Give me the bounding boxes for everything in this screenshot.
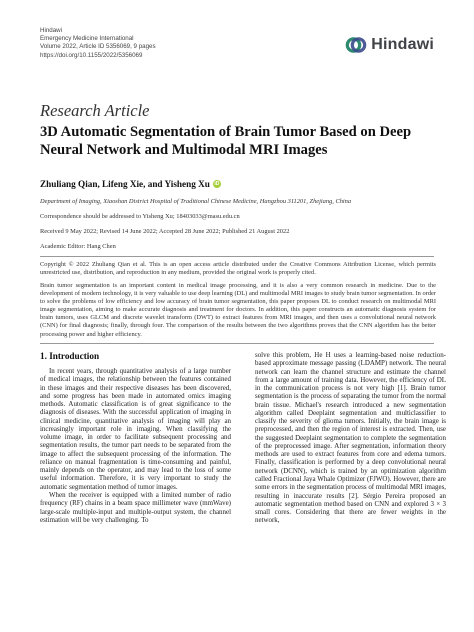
correspondence: Correspondence should be addressed to Yisheng Xu; 18403033@masu.edu.cn (40, 213, 240, 220)
article-type: Research Article (40, 101, 150, 120)
hindawi-logo-icon (345, 34, 367, 56)
divider-bottom (40, 343, 434, 344)
academic-editor: Academic Editor: Hang Chen (40, 243, 116, 250)
body-column-left (40, 367, 231, 524)
paragraph: When the receiver is equipped with a limited number of radio frequency (RF) chains in a beam space millimeter wave (mmWave) large-scale multiple-input and multiple-output system, the channel estimation will be very challenging. To (40, 490, 231, 524)
divider-top (40, 256, 434, 257)
journal-header (40, 27, 156, 60)
author-list (40, 179, 221, 189)
abstract: Brain tumor segmentation is an important content in medical image processing, and it is also a very common research in medicine. Due to the development of modern technology, it is very valuable to use deep learning (DL) and multimodal MRI images to study brain tumor segmentation. In order to solve the problems of low efficiency and low accuracy of brain tumor segmentation, this paper proposes DL to conduct research on multimodal MRI image segmentation, aiming to make accurate diagnosis and treatment for doctors. In addition, this paper constructs an automatic diagnosis system for brain tumors, uses GLCM and discrete wavelet transform (DWT) to extract features from MRI images, and then uses a convolutional neural network (CNN) for final diagnosis; finally, through four. The comparison of the results between the two algorithms proves that the CNN algorithm has the better processing power and higher efficiency. (40, 282, 436, 338)
paragraph: In recent years, through quantitative analysis of a large number of medical images, the relationship between the features contained in these images and their respective diseases has been discovered, and some progress has been made in automated omics imaging methods. Automatic classification is of great significance to the diagnosis of diseases. With the successful application of imaging in clinical medicine, quantitative analysis of imaging will play an increasingly important role in imaging. When classifying the volume image, in order to facilitate subsequent processing and segmentation results, the tumor part needs to be separated from the image to affect the subsequent processing of the information. The reliance on manual fragmentation is time-consuming and painful, mainly depends on the operator, and may lead to the loss of some useful information. Therefore, it is very important to study the automatic segmentation method of tumor images. (40, 367, 231, 491)
hindawi-logo (345, 34, 434, 56)
section-heading: 1. Introduction (40, 351, 100, 361)
logo-text: Hindawi (371, 36, 434, 53)
journal-name: Emergency Medicine International (40, 35, 134, 43)
orcid-icon[interactable]: iD (214, 181, 220, 187)
authors-text: Zhuliang Qian, Lifeng Xie, and Yisheng Xu (40, 179, 210, 189)
paragraph: solve this problem, He H uses a learning-based noise reduction-based approximate message passing (LDAMP) network. The neural network can learn the channel structure and estimate the channel from a large amount of training data. However, the efficiency of DL in the communication process is not very high [1]. Brain tumor segmentation is the process of separating the tumor from the normal brain tissue. Michael's research introduced a new segmentation algorithm called Deeplaint segmentation and multiclassifier to classify the severity of glioma tumors. Initially, the brain image is preprocessed, and then the region of interest is extracted. Then, use the suggested Deeplaint segmentation to complete the segmentation of the preprocessed image. After segmentation, information theory methods are used to extract features from core and edema tumors. Finally, classification is performed by a deep convolutional neural network (DCNN), which is trained by an optimization algorithm called Fractional Jaya Whale Optimizer (FJWO). However, there are some errors in the segmentation process of multimodal MRI images, resulting in inaccurate results [2]. Sérgio Pereira proposed an automatic segmentation method based on CNN and explored 3 × 3 small cores. Considering that there are fewer weights in the network, (255, 351, 446, 525)
publication-dates: Received 9 May 2022; Revised 14 June 2022; Accepted 28 June 2022; Published 21 August 2022 (40, 228, 290, 235)
doi-link[interactable]: https://doi.org/10.1155/2022/5356069 (40, 51, 143, 59)
volume-info: Volume 2022, Article ID 5356069, 9 pages (40, 43, 156, 51)
publisher-name: Hindawi (40, 27, 63, 34)
copyright-notice: Copyright © 2022 Zhuliang Qian et al. This is an open access article distributed under the Creative Commons Attribution License, which permits unrestricted use, distribution, and reproduction in any medium, provided the original work is properly cited. (40, 261, 436, 277)
body-column-right (255, 351, 446, 525)
affiliation: Department of Imaging, Xiaoshan District Hospital of Traditional Chinese Medicine, Hangzhou 311201, Zhejiang, China (40, 198, 352, 205)
article-title: 3D Automatic Segmentation of Brain Tumor Based on Deep Neural Network and Multimodal MRI Images (40, 124, 412, 158)
